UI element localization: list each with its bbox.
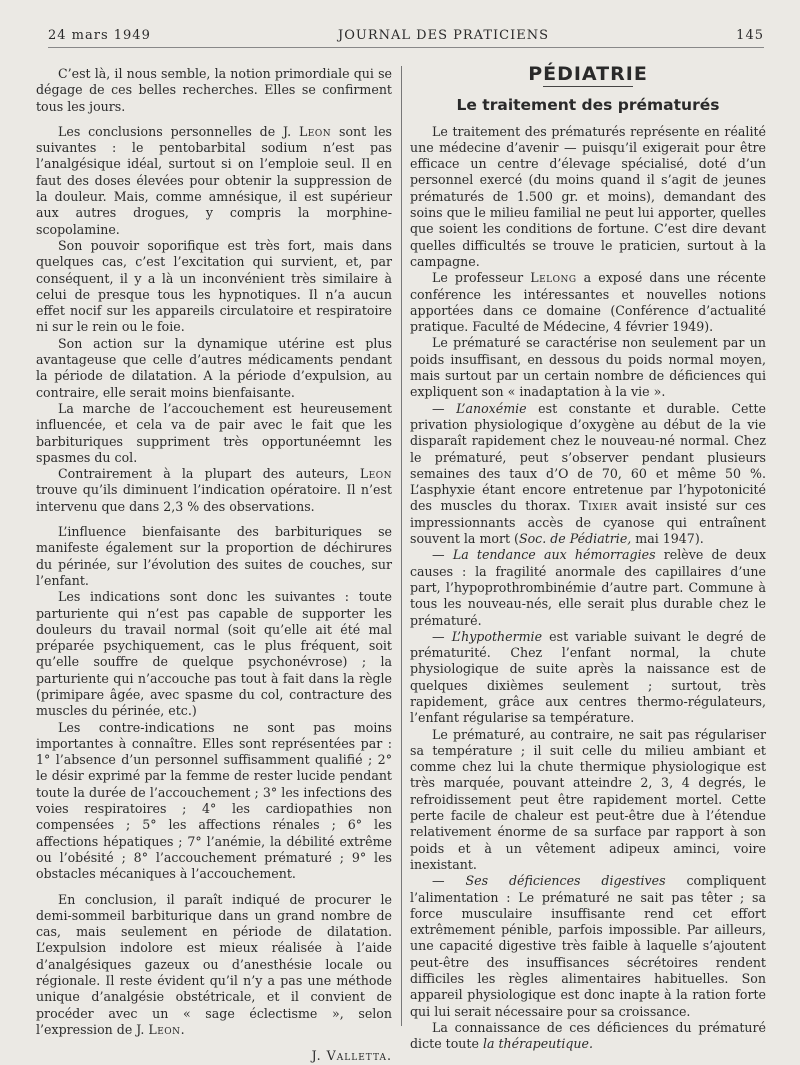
paragraph: La marche de l’accouchement est heureusement influencée, et cela va de pair avec le fait que les barbituriques suppriment très opportunéemnt les spasmes du col. xyxy=(36,400,392,465)
author-name: Leon xyxy=(359,466,392,482)
author-name: Lelong xyxy=(530,270,577,286)
paragraph: Le professeur Lelong a exposé dans une récente conférence les intéressantes et nouvelles notions apportées dans ce domaine (Conférence d’actualité pratique. Faculté de Médecine, 4 février 1949). xyxy=(410,270,766,335)
paragraph: Contrairement à la plupart des auteurs, Leon trouve qu’ils diminuent l’indication opératoire. Il n’est intervenu que dans 2,3 % des observations. xyxy=(36,466,392,514)
paragraph: — L’hypothermie est variable suivant le degré de prématurité. Chez l’enfant normal, la chute physiologique de suite après la naissance est de quelques dixièmes seulement ; surtout, très rapidement, grâce aux centres thermo-régulateurs, l’enfant régularise sa température. xyxy=(410,628,766,726)
author-name: Tixier xyxy=(579,498,618,514)
paragraph: Le traitement des prématurés représente en réalité une médecine d’avenir — puisqu’il exigerait pour être efficace un centre d’élevage spécialisé, doté d’un personnel exercé (du moins quand il s’agit de jeunes prématurés de 1.500 gr. et moins), demandant des soins que le milieu familial ne peut lui apporter, quelles que soient les conditions de fortune. C’est dire devant quelles difficultés se trouve le praticien, surtout à la campagne. xyxy=(410,123,766,269)
section-title: PÉDIATRIE xyxy=(528,63,648,85)
paragraph: C’est là, il nous semble, la notion primordiale qui se dégage de ces belles recherches. Elles se confirment tous les jours. xyxy=(36,66,392,114)
header-journal-title: JOURNAL DES PRATICIENS xyxy=(338,27,549,43)
running-header xyxy=(48,24,764,46)
column-divider xyxy=(401,66,402,1026)
paragraph: — L’anoxémie est constante et durable. Cette privation physiologique d’oxygène au début de la vie disparaît rapidement chez le nouveau-né normal. Chez le prématuré, peut s’observer pendant plusieurs semaines des taux d’O de 70, 60 et même 50 %. L’asphyxie étant encore entretenue par l’hypotonicité des muscles du thorax. Tixier avait insisté sur ces impressionnants accès de cyanose qui entraînent souvent la mort (Soc. de Pédiatrie, mai 1947). xyxy=(410,400,766,547)
header-page-number: 145 xyxy=(736,27,764,43)
paragraph: — Ses déficiences digestives compliquent l’alimentation : Le prématuré ne sait pas têter ; sa force musculaire insuffisante rend cet effort extrêmement pénible, parfois impossible. Par ailleurs, une capacité digestive très faible à laquelle s’ajoutent peut-être des insuffisances sécrétoires rendent difficiles les règles alimentaires habituelles. Son appareil physiologique est donc inapte à la ration forte qui lui serait nécessaire pour sa croissance. xyxy=(410,873,766,1019)
paragraph: Le prématuré se caractérise non seulement par un poids insuffisant, en dessous du poids normal moyen, mais surtout par un certain nombre de déficiences qui expliquent son « inadaptation à la vie ». xyxy=(410,335,766,400)
paragraph: La connaissance de ces déficiences du prématuré dicte toute la thérapeutique. xyxy=(410,1019,766,1052)
signature: J. Valletta. xyxy=(311,1048,392,1064)
article-title: Le traitement des prématurés xyxy=(456,96,720,115)
paragraph: Les contre-indications ne sont pas moins importantes à connaître. Elles sont représentées par : 1° l’absence d’un personnel suffisamment qualifié ; 2° le désir exprimé par la femme de rester lucide pendant toute la durée de l’accouchement ; 3° les infections des voies respiratoires ; 4° les cardiopathies non compensées ; 5° les affections rénales ; 6° les affections hépatiques ; 7° l’anémie, la débilité extrême ou l’obésité ; 8° l’accouchement prématuré ; 9° les obstacles mécaniques à l’accouchement. xyxy=(36,719,392,882)
right-column xyxy=(410,63,766,1053)
paragraph: En conclusion, il paraît indiqué de procurer le demi-sommeil barbiturique dans un grand nombre de cas, mais seulement en période de dilatation. L’expulsion indolore est mieux réalisée à l’aide d’analgésiques gazeux ou d’anesthésie locale ou régionale. Il reste évident qu’il n’y a pas une méthode unique d’analgésie obstétricale, et il convient de procéder avec un « sage éclectisme », selon l’expression de J. Leon. xyxy=(36,891,392,1037)
paragraph: Son action sur la dynamique utérine est plus avantageuse que celle d’autres médicaments pendant la période de dilatation. A la période d’expulsion, au contraire, elle serait moins bienfaisante. xyxy=(36,335,392,400)
paragraph: Les conclusions personnelles de J. Leon sont les suivantes : le pentobarbital sodium n’est pas l’analgésique idéal, surtout si on l’emploie seul. Il en faut des doses élevées pour obtenir la suppression de la douleur. Mais, comme amnésique, il est supérieur aux autres drogues, y compris la morphine-scopolamine. xyxy=(36,123,392,237)
header-rule xyxy=(48,47,764,48)
title-rule xyxy=(543,86,633,87)
paragraph: Son pouvoir soporifique est très fort, mais dans quelques cas, c’est l’excitation qui survient, et, par conséquent, il y a là un inconvénient très similaire à celui de presque tous les hypnotiques. Il n’a aucun effet nocif sur les appareils circulatoire et respiratoire ni sur le rein ou le foie. xyxy=(36,237,392,335)
paragraph: — La tendance aux hémorragies relève de deux causes : la fragilité anormale des capillaires d’une part, l’hypoprothrombinémie d’autre part. Commune à tous les nouveau-nés, elle serait plus durable chez le prématuré. xyxy=(410,547,766,628)
header-date: 24 mars 1949 xyxy=(48,27,151,43)
paragraph: Le prématuré, au contraire, ne sait pas régulariser sa température ; il suit celle du milieu ambiant et comme chez lui la chute thermique physiologique est très marquée, pouvant atteindre 2, 3, 4 degrés, le refroidissement peut être rapidement mortel. Cette perte facile de chaleur est peut-être due à l’étendue relativement énorme de sa surface par rapport à son poids et à un vêtement adipeux aminci, voire inexistant. xyxy=(410,726,766,872)
paragraph: L’influence bienfaisante des barbituriques se manifeste également sur la proportion de déchirures du périnée, sur l’évolution des suites de couches, sur l’enfant. xyxy=(36,524,392,588)
paragraph: Les indications sont donc les suivantes : toute parturiente qui n’est pas capable de supporter les douleurs du travail normal (soit qu’elle ait été mal préparée psychiquement, cas le plus fréquent, soit qu’elle souffre de quelque psychonévrose) ; la parturiente qui n’accouche pas tout à fait dans la règle (primipare âgée, avec spasme du col, contracture des muscles du périnée, etc.) xyxy=(36,589,392,719)
author-name: Leon xyxy=(148,1021,181,1037)
left-column xyxy=(36,66,392,1065)
author-name: Leon xyxy=(298,123,332,139)
